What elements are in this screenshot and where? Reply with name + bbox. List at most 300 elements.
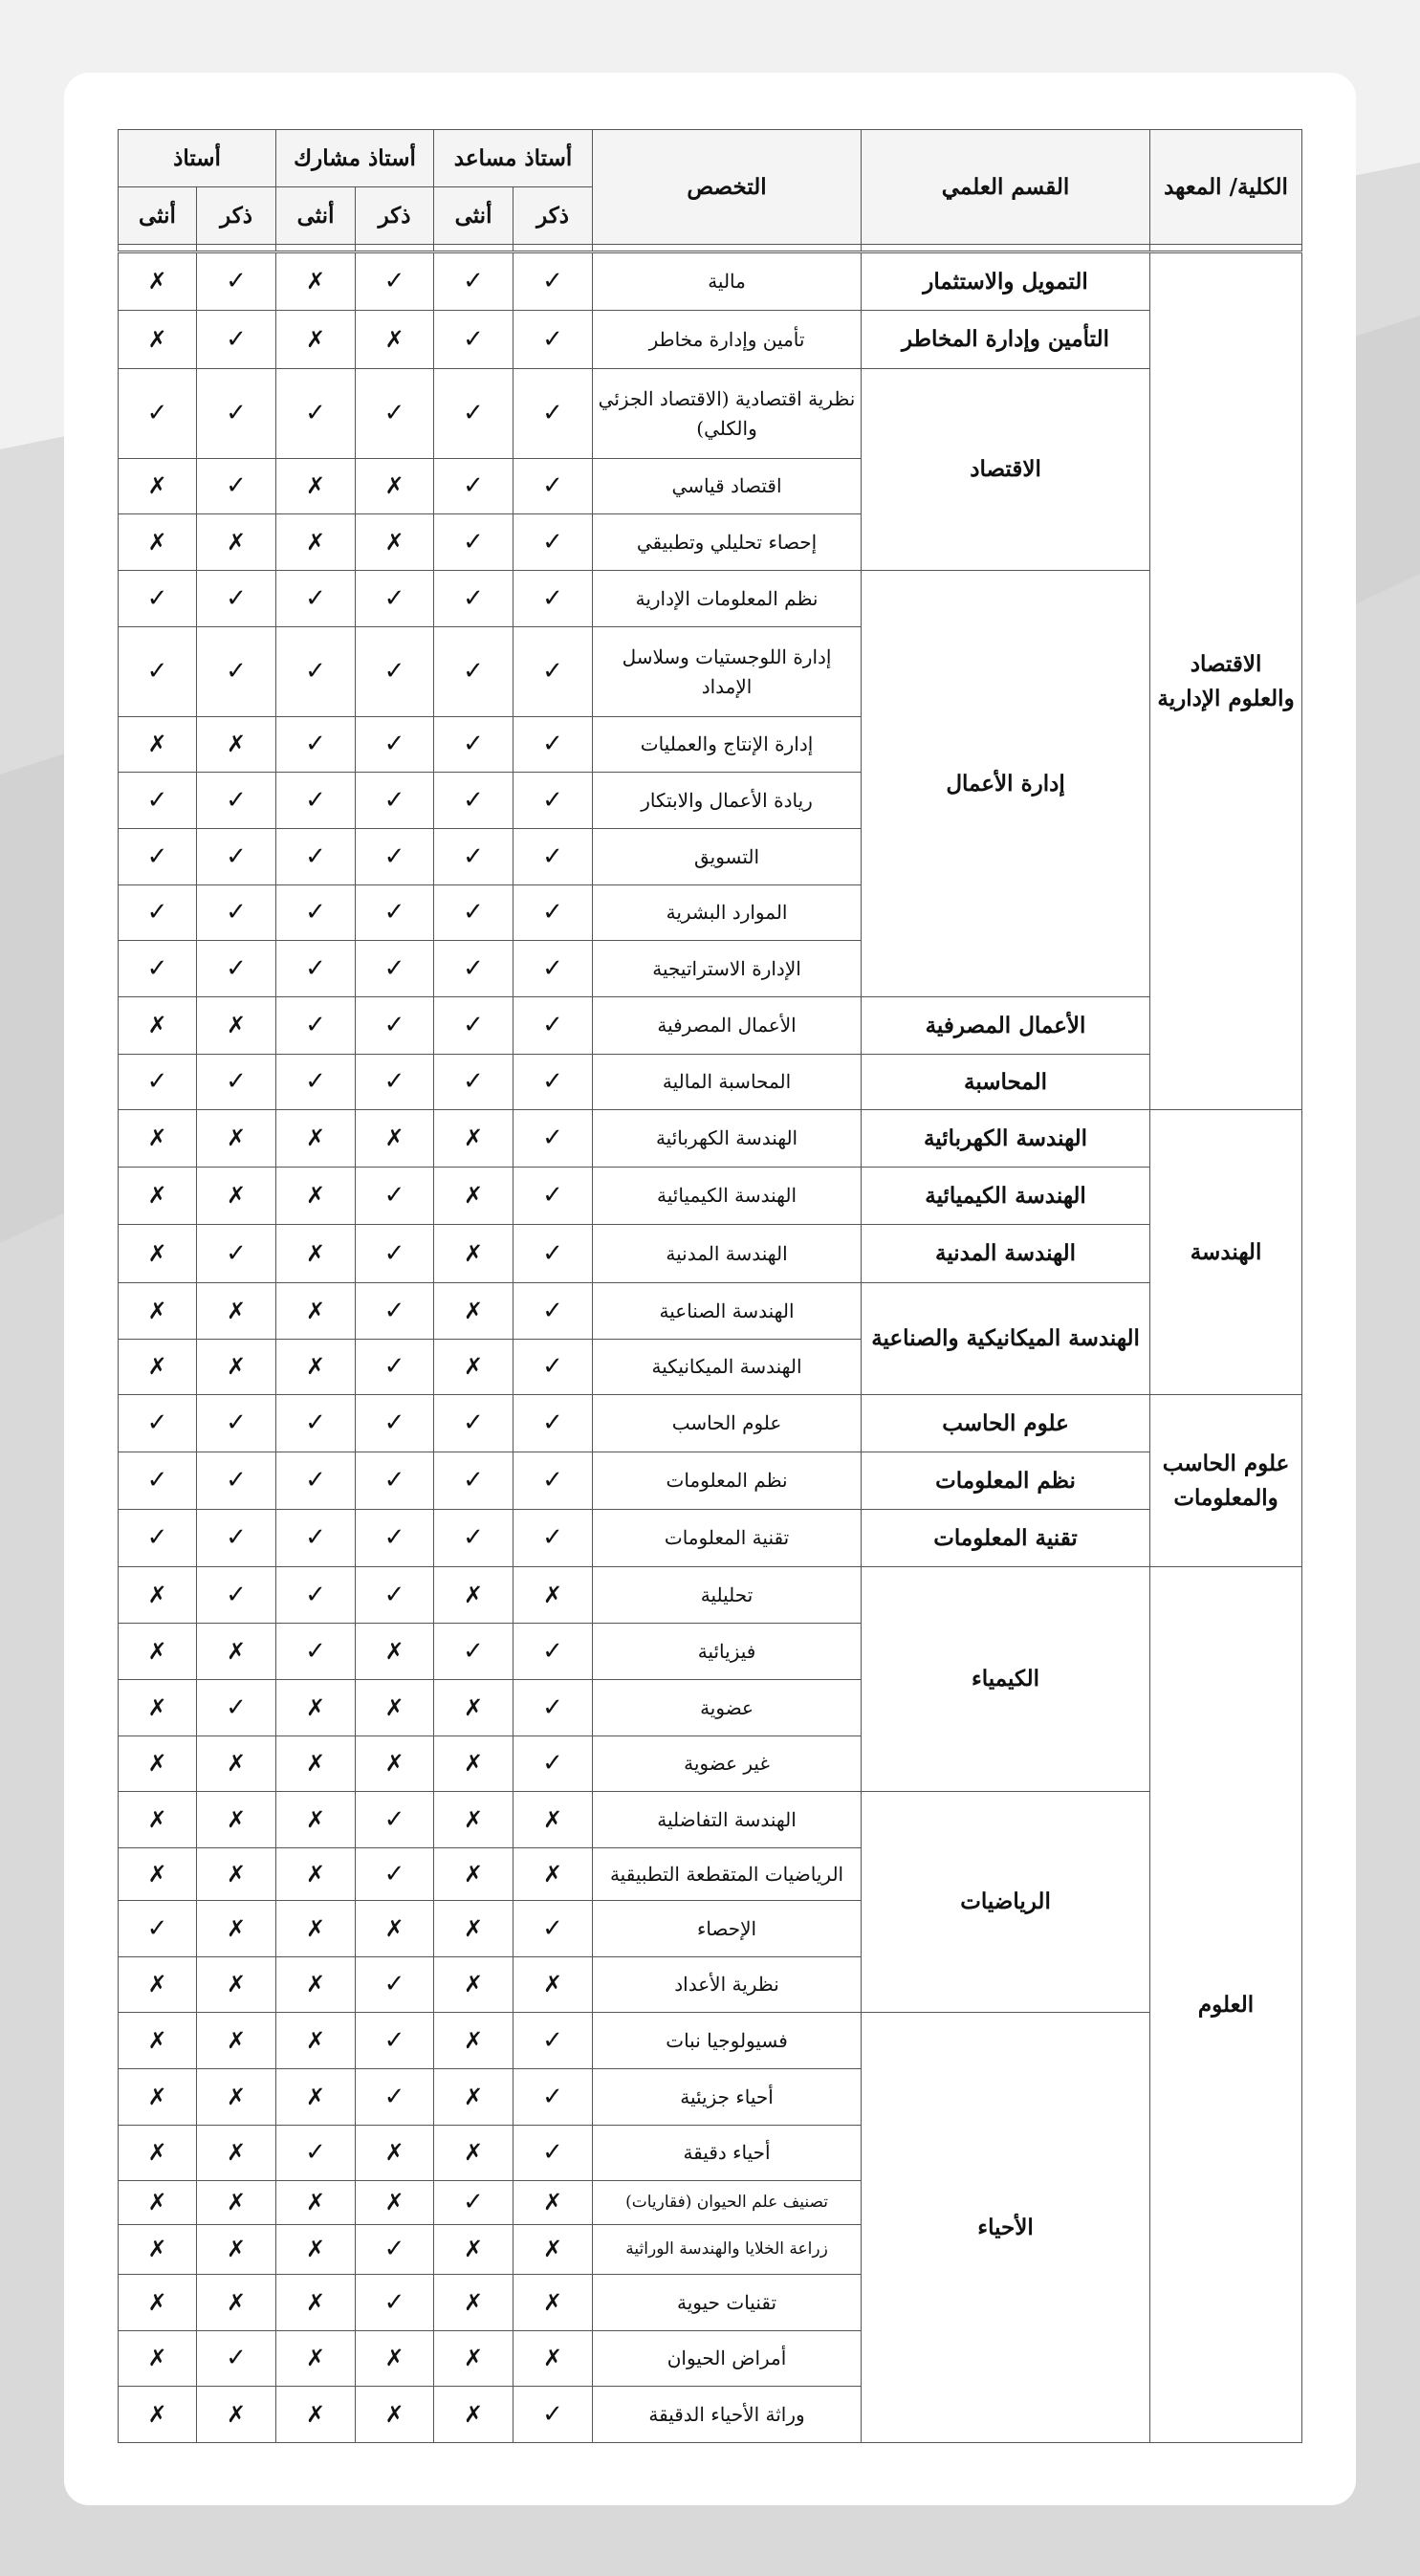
availability-cell	[197, 1340, 276, 1395]
availability-cell	[119, 1110, 197, 1168]
availability-cell	[513, 1452, 593, 1510]
availability-cell	[513, 2181, 593, 2225]
specialization-cell: إدارة اللوجستيات وسلاسل الإمداد	[593, 627, 862, 717]
availability-cell	[197, 2225, 276, 2275]
availability-cell	[197, 773, 276, 829]
department-cell: علوم الحاسب	[862, 1395, 1150, 1452]
table-row	[119, 1168, 1302, 1225]
check-icon: ✓	[305, 1067, 326, 1097]
check-icon: ✓	[383, 657, 405, 687]
check-icon: ✓	[305, 730, 326, 759]
check-icon: ✓	[463, 785, 484, 815]
check-icon: ✓	[463, 1523, 484, 1553]
availability-cell	[434, 1567, 513, 1624]
availability-cell	[276, 2225, 356, 2275]
check-icon: ✓	[542, 657, 563, 687]
check-icon: ✓	[542, 1181, 563, 1211]
availability-cell	[513, 1567, 593, 1624]
specialization-cell: إدارة الإنتاج والعمليات	[593, 717, 862, 773]
availability-cell	[276, 2181, 356, 2225]
check-icon: ✓	[226, 2344, 247, 2373]
table-row	[119, 1452, 1302, 1510]
availability-cell	[513, 1283, 593, 1340]
cross-icon: ✗	[542, 2236, 563, 2263]
cross-icon: ✗	[147, 1750, 167, 1778]
specialization-cell: تقنية المعلومات	[593, 1510, 862, 1567]
cross-icon: ✗	[305, 1750, 326, 1778]
availability-cell	[434, 2181, 513, 2225]
availability-cell	[276, 627, 356, 717]
availability-cell	[119, 2069, 197, 2126]
cross-icon: ✗	[305, 2400, 326, 2428]
availability-cell	[197, 252, 276, 311]
cross-icon: ✗	[305, 1353, 326, 1381]
availability-cell	[276, 1957, 356, 2013]
availability-cell	[119, 1736, 197, 1792]
check-icon: ✓	[146, 1523, 168, 1553]
availability-cell	[119, 1283, 197, 1340]
cross-icon: ✗	[305, 1297, 326, 1324]
table-row	[119, 1395, 1302, 1452]
cross-icon: ✗	[384, 1637, 404, 1665]
availability-cell	[434, 459, 513, 514]
check-icon: ✓	[383, 841, 405, 871]
specialization-cell: نظم المعلومات الإدارية	[593, 571, 862, 627]
check-icon: ✓	[542, 1408, 563, 1438]
availability-cell	[356, 627, 434, 717]
check-icon: ✓	[542, 2399, 563, 2429]
availability-cell	[434, 2387, 513, 2443]
cross-icon: ✗	[305, 268, 326, 295]
cross-icon: ✗	[305, 2236, 326, 2263]
availability-cell	[356, 1624, 434, 1680]
check-icon: ✓	[383, 267, 405, 296]
availability-cell	[434, 1168, 513, 1225]
availability-cell	[276, 1055, 356, 1110]
availability-cell	[513, 829, 593, 885]
specialization-cell: أمراض الحيوان	[593, 2331, 862, 2387]
cross-icon: ✗	[147, 1805, 167, 1833]
check-icon: ✓	[305, 1408, 326, 1438]
availability-cell	[356, 1957, 434, 2013]
cross-icon: ✗	[463, 2026, 484, 2054]
availability-cell	[356, 369, 434, 459]
availability-cell	[434, 941, 513, 997]
availability-cell	[513, 1901, 593, 1957]
specialization-cell: مالية	[593, 252, 862, 311]
availability-cell	[276, 1848, 356, 1901]
check-icon: ✓	[383, 1466, 405, 1495]
availability-cell	[197, 1110, 276, 1168]
availability-cell	[119, 311, 197, 369]
availability-cell	[356, 1225, 434, 1283]
check-icon: ✓	[146, 583, 168, 613]
check-icon: ✓	[383, 1011, 405, 1040]
availability-cell	[434, 829, 513, 885]
cross-icon: ✗	[305, 1693, 326, 1721]
availability-cell	[356, 1680, 434, 1736]
availability-cell	[276, 1340, 356, 1395]
availability-cell	[434, 627, 513, 717]
cross-icon: ✗	[226, 2139, 247, 2167]
cross-icon: ✗	[147, 1693, 167, 1721]
availability-cell	[119, 885, 197, 941]
availability-cell	[434, 1957, 513, 2013]
table-row	[119, 1225, 1302, 1283]
availability-cell	[197, 2181, 276, 2225]
department-cell: الأعمال المصرفية	[862, 997, 1150, 1055]
availability-cell	[513, 1736, 593, 1792]
check-icon: ✓	[305, 2138, 326, 2168]
availability-cell	[276, 514, 356, 571]
availability-cell	[434, 1792, 513, 1848]
availability-cell	[119, 2275, 197, 2331]
header-female: أنثى	[276, 187, 356, 245]
availability-cell	[119, 1680, 197, 1736]
availability-cell	[513, 1225, 593, 1283]
cross-icon: ✗	[463, 2288, 484, 2316]
cross-icon: ✗	[305, 1182, 326, 1210]
specialization-cell: أحياء دقيقة	[593, 2126, 862, 2181]
availability-cell	[513, 2275, 593, 2331]
availability-cell	[513, 1110, 593, 1168]
availability-cell	[276, 885, 356, 941]
cross-icon: ✗	[463, 1971, 484, 1998]
specialization-cell: تصنيف علم الحيوان (فقاريات)	[593, 2181, 862, 2225]
availability-cell	[197, 941, 276, 997]
check-icon: ✓	[146, 898, 168, 928]
availability-cell	[356, 1510, 434, 1567]
availability-cell	[434, 2126, 513, 2181]
availability-cell	[434, 514, 513, 571]
availability-cell	[197, 1283, 276, 1340]
specialization-cell: تأمين وإدارة مخاطر	[593, 311, 862, 369]
availability-cell	[513, 1055, 593, 1110]
availability-cell	[513, 717, 593, 773]
specialization-cell: إحصاء تحليلي وتطبيقي	[593, 514, 862, 571]
availability-cell	[119, 941, 197, 997]
cross-icon: ✗	[226, 1805, 247, 1833]
cross-icon: ✗	[147, 325, 167, 353]
availability-cell	[276, 2069, 356, 2126]
availability-cell	[356, 773, 434, 829]
availability-cell	[119, 571, 197, 627]
availability-cell	[513, 2225, 593, 2275]
check-icon: ✓	[542, 1238, 563, 1268]
cross-icon: ✗	[463, 2083, 484, 2110]
check-icon: ✓	[226, 841, 247, 871]
availability-cell	[119, 2013, 197, 2069]
cross-icon: ✗	[463, 1353, 484, 1381]
availability-cell	[356, 2126, 434, 2181]
specialization-cell: فسيولوجيا نبات	[593, 2013, 862, 2069]
cross-icon: ✗	[305, 1860, 326, 1888]
check-icon: ✓	[463, 1636, 484, 1666]
cross-icon: ✗	[147, 528, 167, 556]
availability-cell	[356, 885, 434, 941]
availability-cell	[513, 885, 593, 941]
check-icon: ✓	[383, 1352, 405, 1382]
cross-icon: ✗	[384, 325, 404, 353]
check-icon: ✓	[542, 2025, 563, 2055]
availability-cell	[434, 2275, 513, 2331]
availability-cell	[513, 1848, 593, 1901]
check-icon: ✓	[383, 898, 405, 928]
specialization-cell: اقتصاد قياسي	[593, 459, 862, 514]
cross-icon: ✗	[463, 1914, 484, 1942]
table-row	[119, 2013, 1302, 2069]
availability-cell	[513, 627, 593, 717]
check-icon: ✓	[146, 1067, 168, 1097]
availability-cell	[356, 941, 434, 997]
department-cell: الهندسة الكيميائية	[862, 1168, 1150, 1225]
cross-icon: ✗	[147, 2026, 167, 2054]
availability-cell	[434, 1395, 513, 1452]
availability-cell	[276, 1168, 356, 1225]
cross-icon: ✗	[305, 528, 326, 556]
check-icon: ✓	[305, 1523, 326, 1553]
cross-icon: ✗	[463, 2139, 484, 2167]
availability-cell	[276, 1567, 356, 1624]
cross-icon: ✗	[463, 1297, 484, 1324]
availability-cell	[356, 1901, 434, 1957]
cross-icon: ✗	[463, 2400, 484, 2428]
availability-cell	[197, 1510, 276, 1567]
cross-icon: ✗	[147, 1971, 167, 1998]
availability-cell	[356, 2275, 434, 2331]
check-icon: ✓	[542, 2082, 563, 2111]
specialization-cell: الرياضيات المتقطعة التطبيقية	[593, 1848, 862, 1901]
cross-icon: ✗	[147, 1637, 167, 1665]
availability-cell	[356, 2013, 434, 2069]
availability-cell	[197, 997, 276, 1055]
specialization-cell: الهندسة التفاضلية	[593, 1792, 862, 1848]
table-row	[119, 1567, 1302, 1624]
availability-cell	[276, 1736, 356, 1792]
availability-cell	[356, 459, 434, 514]
check-icon: ✓	[463, 898, 484, 928]
availability-cell	[276, 1680, 356, 1736]
availability-cell	[197, 311, 276, 369]
availability-cell	[356, 2069, 434, 2126]
availability-cell	[119, 1901, 197, 1957]
check-icon: ✓	[226, 1523, 247, 1553]
availability-cell	[197, 1055, 276, 1110]
availability-cell	[513, 2387, 593, 2443]
availability-cell	[197, 1680, 276, 1736]
availability-cell	[119, 1510, 197, 1567]
check-icon: ✓	[463, 399, 484, 428]
availability-cell	[356, 1110, 434, 1168]
check-icon: ✓	[542, 1067, 563, 1097]
specialization-cell: غير عضوية	[593, 1736, 862, 1792]
college-cell: العلوم	[1150, 1567, 1302, 2443]
check-icon: ✓	[383, 1067, 405, 1097]
check-icon: ✓	[383, 2025, 405, 2055]
availability-cell	[197, 1901, 276, 1957]
availability-cell	[276, 1792, 356, 1848]
availability-cell	[356, 514, 434, 571]
availability-cell	[513, 1957, 593, 2013]
check-icon: ✓	[542, 785, 563, 815]
check-icon: ✓	[463, 1011, 484, 1040]
check-icon: ✓	[383, 785, 405, 815]
check-icon: ✓	[146, 657, 168, 687]
check-icon: ✓	[226, 471, 247, 501]
availability-cell	[513, 1680, 593, 1736]
availability-cell	[119, 717, 197, 773]
check-icon: ✓	[226, 267, 247, 296]
cross-icon: ✗	[147, 1860, 167, 1888]
department-cell: الرياضيات	[862, 1792, 1150, 2013]
availability-cell	[513, 514, 593, 571]
check-icon: ✓	[305, 841, 326, 871]
availability-cell	[119, 2126, 197, 2181]
check-icon: ✓	[305, 898, 326, 928]
department-cell: المحاسبة	[862, 1055, 1150, 1110]
availability-cell	[434, 1624, 513, 1680]
availability-cell	[356, 1168, 434, 1225]
check-icon: ✓	[463, 324, 484, 354]
availability-cell	[434, 2069, 513, 2126]
availability-cell	[276, 1110, 356, 1168]
cross-icon: ✗	[384, 528, 404, 556]
availability-cell	[119, 2331, 197, 2387]
check-icon: ✓	[463, 1466, 484, 1495]
check-icon: ✓	[463, 953, 484, 983]
check-icon: ✓	[463, 527, 484, 557]
availability-cell	[434, 885, 513, 941]
check-icon: ✓	[226, 1692, 247, 1722]
cross-icon: ✗	[384, 1693, 404, 1721]
availability-cell	[276, 2013, 356, 2069]
check-icon: ✓	[542, 267, 563, 296]
availability-cell	[119, 829, 197, 885]
table-row	[119, 1110, 1302, 1168]
cross-icon: ✗	[305, 472, 326, 500]
availability-cell	[513, 997, 593, 1055]
availability-cell	[434, 311, 513, 369]
availability-cell	[356, 2387, 434, 2443]
availability-cell	[513, 941, 593, 997]
availability-cell	[356, 1792, 434, 1848]
check-icon: ✓	[226, 1580, 247, 1609]
department-cell: الكيمياء	[862, 1567, 1150, 1792]
availability-cell	[197, 1848, 276, 1901]
table-row	[119, 1283, 1302, 1340]
cross-icon: ✗	[226, 1182, 247, 1210]
availability-cell	[119, 1848, 197, 1901]
department-cell: نظم المعلومات	[862, 1452, 1150, 1510]
check-icon: ✓	[226, 324, 247, 354]
specialization-cell: الأعمال المصرفية	[593, 997, 862, 1055]
availability-cell	[434, 252, 513, 311]
check-icon: ✓	[542, 1523, 563, 1553]
availability-cell	[119, 1957, 197, 2013]
table-row	[119, 252, 1302, 311]
check-icon: ✓	[305, 657, 326, 687]
check-icon: ✓	[226, 657, 247, 687]
cross-icon: ✗	[147, 268, 167, 295]
check-icon: ✓	[463, 1408, 484, 1438]
cross-icon: ✗	[542, 1971, 563, 1998]
header-rank-assistant: أستاذ مساعد	[434, 130, 593, 187]
availability-cell	[513, 252, 593, 311]
availability-cell	[434, 2013, 513, 2069]
check-icon: ✓	[383, 953, 405, 983]
check-icon: ✓	[383, 2235, 405, 2264]
department-cell: إدارة الأعمال	[862, 571, 1150, 997]
check-icon: ✓	[305, 1580, 326, 1609]
check-icon: ✓	[542, 471, 563, 501]
check-icon: ✓	[542, 583, 563, 613]
cross-icon: ✗	[226, 1012, 247, 1039]
check-icon: ✓	[542, 1466, 563, 1495]
check-icon: ✓	[146, 399, 168, 428]
header-college: الكلية/ المعهد	[1150, 130, 1302, 245]
cross-icon: ✗	[384, 1124, 404, 1152]
availability-cell	[434, 1225, 513, 1283]
cross-icon: ✗	[542, 2189, 563, 2216]
availability-cell	[197, 1395, 276, 1452]
cross-icon: ✗	[542, 1805, 563, 1833]
availability-cell	[197, 1452, 276, 1510]
availability-cell	[197, 2331, 276, 2387]
cross-icon: ✗	[384, 1750, 404, 1778]
availability-cell	[276, 1225, 356, 1283]
availability-cell	[513, 571, 593, 627]
availability-cell	[434, 717, 513, 773]
cross-icon: ✗	[305, 1124, 326, 1152]
header-female: أنثى	[119, 187, 197, 245]
availability-cell	[119, 1395, 197, 1452]
availability-cell	[513, 1624, 593, 1680]
department-cell: التأمين وإدارة المخاطر	[862, 311, 1150, 369]
availability-cell	[513, 2331, 593, 2387]
availability-cell	[197, 1567, 276, 1624]
availability-cell	[513, 2126, 593, 2181]
availability-cell	[356, 1567, 434, 1624]
availability-cell	[513, 1510, 593, 1567]
cross-icon: ✗	[226, 528, 247, 556]
availability-cell	[513, 1340, 593, 1395]
specialization-cell: ريادة الأعمال والابتكار	[593, 773, 862, 829]
college-cell: الهندسة	[1150, 1110, 1302, 1395]
cross-icon: ✗	[463, 1860, 484, 1888]
check-icon: ✓	[305, 953, 326, 983]
check-icon: ✓	[542, 841, 563, 871]
cross-icon: ✗	[226, 1971, 247, 1998]
cross-icon: ✗	[226, 1914, 247, 1942]
availability-cell	[434, 2225, 513, 2275]
cross-icon: ✗	[463, 1182, 484, 1210]
cross-icon: ✗	[226, 1750, 247, 1778]
availability-cell	[276, 2126, 356, 2181]
check-icon: ✓	[383, 1580, 405, 1609]
availability-cell	[434, 1901, 513, 1957]
check-icon: ✓	[226, 785, 247, 815]
check-icon: ✓	[542, 1692, 563, 1722]
availability-cell	[119, 2387, 197, 2443]
specialization-cell: المحاسبة المالية	[593, 1055, 862, 1110]
availability-cell	[513, 1395, 593, 1452]
table-row	[119, 997, 1302, 1055]
specialization-cell: تحليلية	[593, 1567, 862, 1624]
check-icon: ✓	[226, 1238, 247, 1268]
cross-icon: ✗	[305, 2026, 326, 2054]
availability-cell	[276, 829, 356, 885]
check-icon: ✓	[383, 1408, 405, 1438]
